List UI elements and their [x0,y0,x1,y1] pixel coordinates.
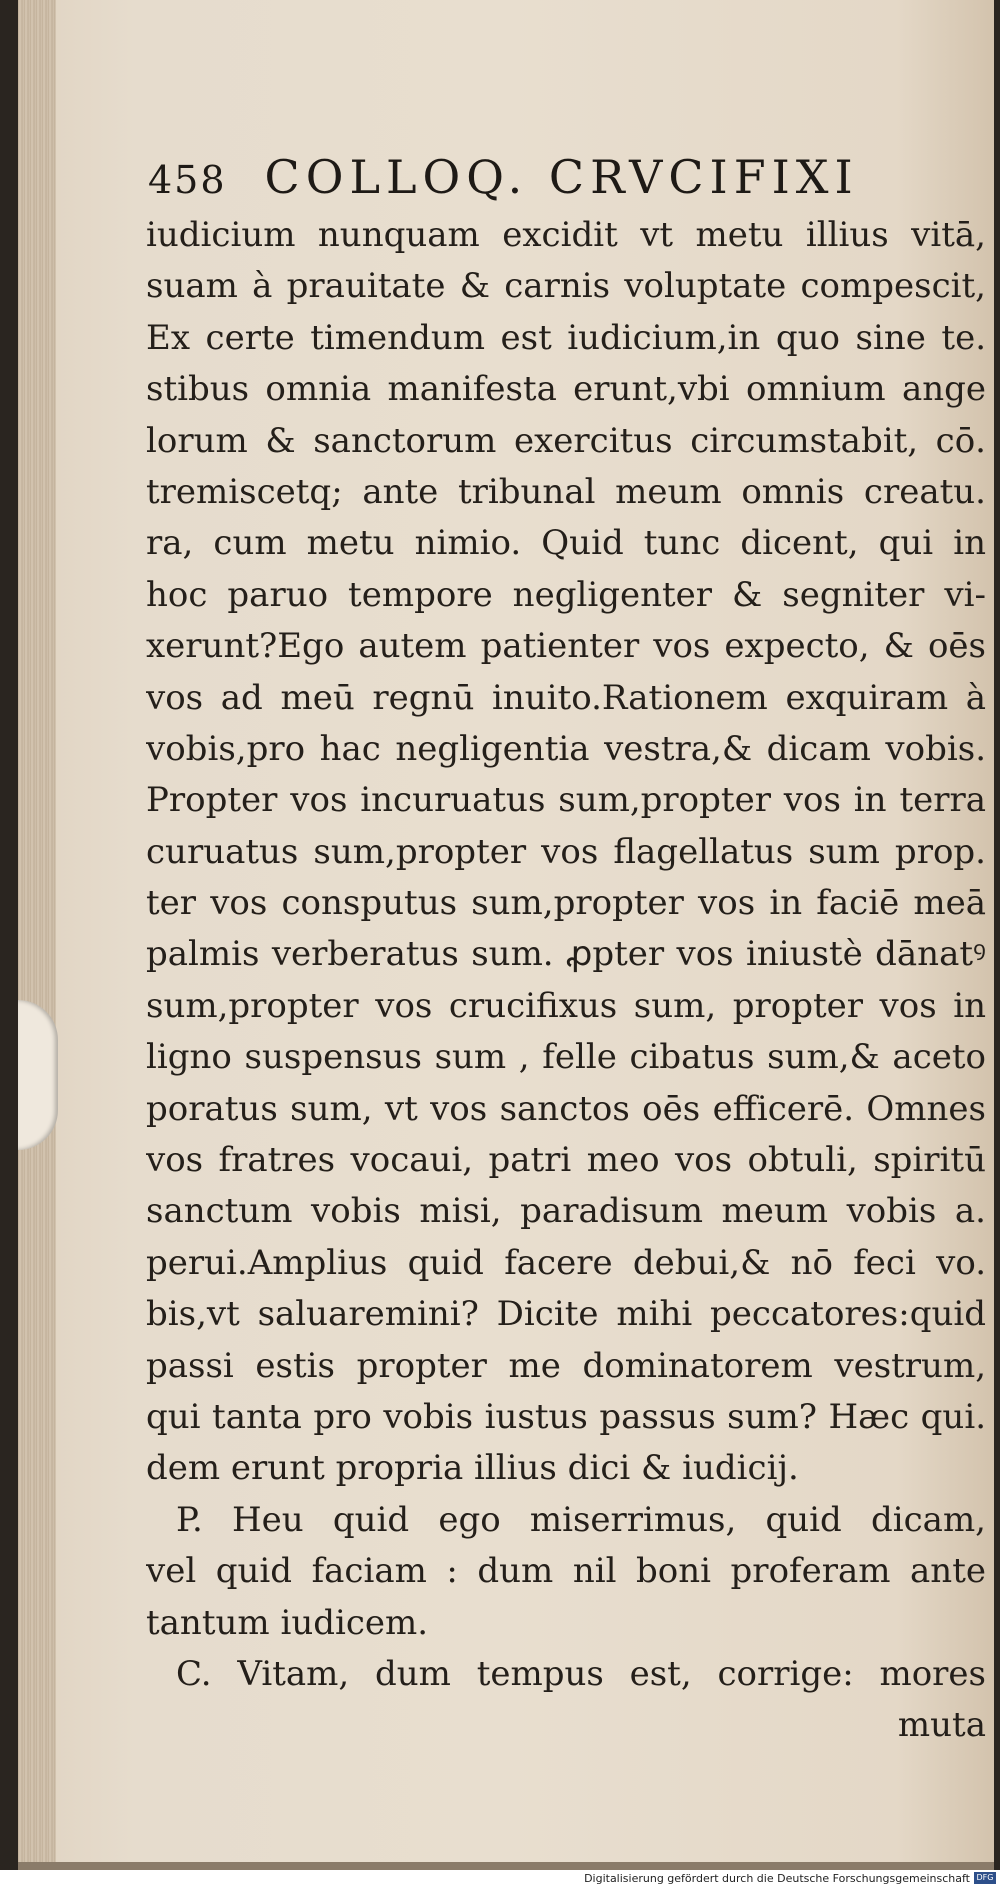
running-title: COLLOQ. CRVCIFIXI [264,150,859,204]
body-text [146,210,986,1752]
text-line: ter vos consputus sum,propter vos in faciē meā [146,883,986,924]
book-page [18,0,994,1870]
text-line: ra, cum metu nimio. Quid tunc dicent, qui in [146,523,986,564]
text-line: Ex certe timendum est iudicium,in quo sine te. [146,317,986,358]
page-clip [18,1000,58,1150]
text-line: tremiscetq; ante tribunal meum omnis creatu. [146,471,986,512]
text-line: vel quid faciam : dum nil boni proferam ante [146,1551,986,1592]
text-line: P. Heu quid ego miserrimus, quid dicam, [176,1499,986,1540]
page-number: 458 [148,158,227,202]
text-line: bis,vt saluaremini? Dicite mihi peccatores:quid [146,1294,986,1335]
text-line: hoc paruo tempore negligenter & segniter vi- [146,574,986,615]
text-line: perui.Amplius quid facere debui,& nō feci vo. [146,1242,986,1283]
text-line: vos fratres vocaui, patri meo vos obtuli, spiritū [146,1140,986,1181]
text-line: vobis,pro hac negligentia vestra,& dicam vobis. [146,728,986,769]
text-line: tantum iudicem. [146,1602,429,1643]
text-line: Propter vos incuruatus sum,propter vos in terra [146,780,986,821]
text-line: poratus sum, vt vos sanctos oēs efficerē. Omnes [146,1088,986,1129]
footer-credit: Digitalisierung gefördert durch die Deutsche Forschungsgemeinschaft [584,1872,970,1885]
text-line: C. Vitam, dum tempus est, corrige: mores [176,1653,986,1694]
text-line: sanctum vobis misi, paradisum meum vobis a. [146,1191,986,1232]
text-line: qui tanta pro vobis iustus passus sum? Hæc qui. [146,1396,986,1437]
text-line: stibus omnia manifesta erunt,vbi omnium ange [146,369,986,410]
text-line: dem erunt propria illius dici & iudicij. [146,1448,799,1489]
text-line: passi estis propter me dominatorem vestrum, [146,1345,986,1386]
dfg-logo: DFG [974,1872,996,1884]
text-line: lorum & sanctorum exercitus circumstabit, cō. [146,420,986,461]
text-line: iudicium nunquam excidit vt metu illius vitā, [146,215,986,255]
running-head [148,150,908,210]
text-line: xerunt?Ego autem patienter vos expecto, & oēs [146,626,986,667]
digitization-footer [0,1870,1000,1887]
catchword: muta [897,1705,986,1746]
text-line: sum,propter vos crucifixus sum, propter vos in [146,985,986,1026]
text-line: vos ad meū regnū inuito.Rationem exquiram à [146,677,986,718]
page-edges [18,0,56,1862]
text-line: ligno suspensus sum , felle cibatus sum,& aceto [146,1037,986,1078]
text-line: suam à prauitate & carnis voluptate compescit, [146,266,986,307]
text-line: curuatus sum,propter vos flagellatus sum prop. [146,831,986,872]
text-line: palmis verberatus sum. ꝓpter vos iniustè dānatꝰ [146,934,986,975]
